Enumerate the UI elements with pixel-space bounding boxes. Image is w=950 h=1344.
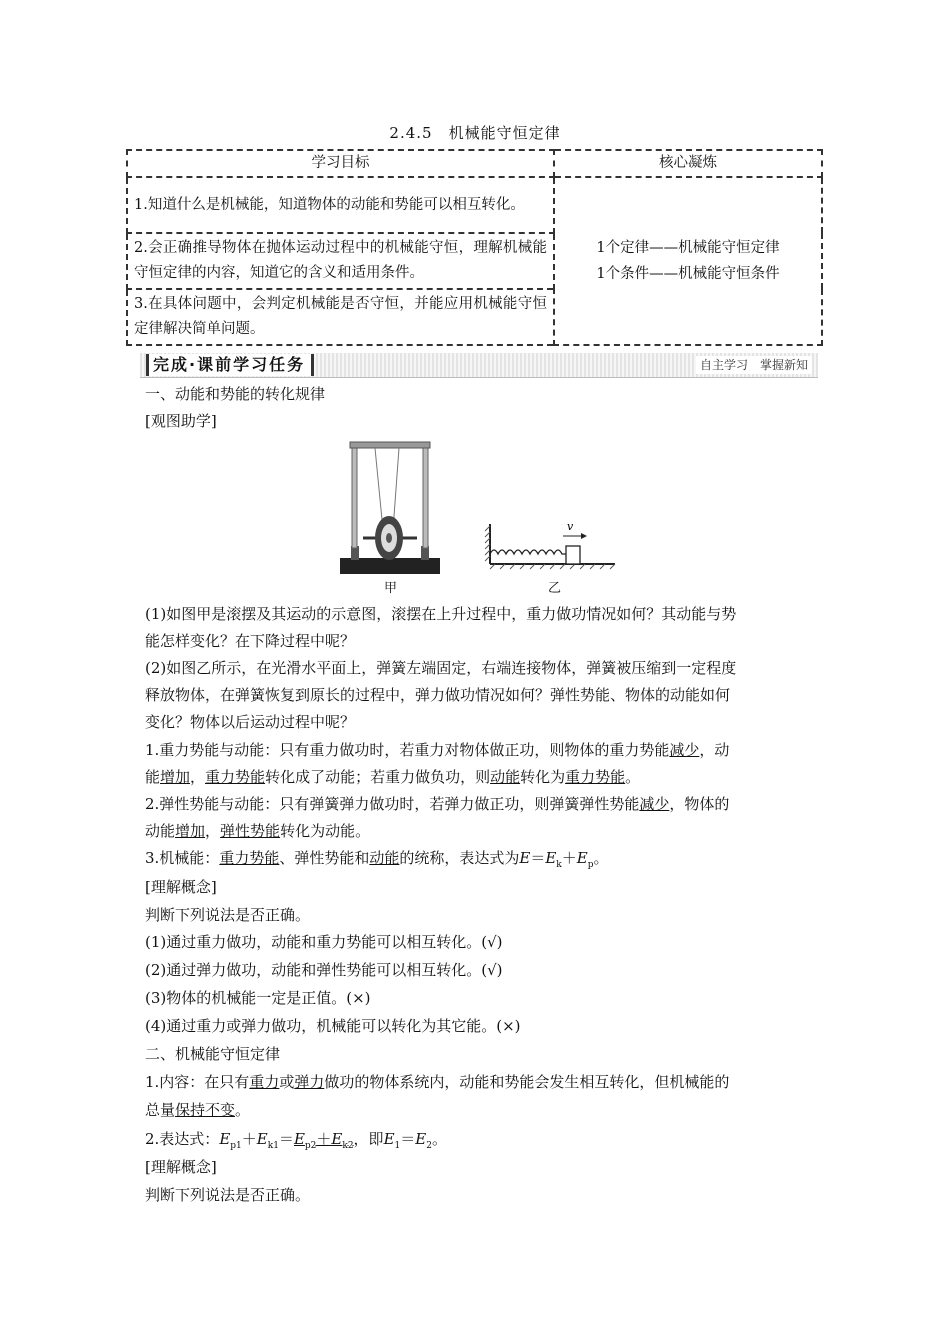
goal-3: 3.在具体问题中，会判定机械能是否守恒，并能应用机械能守恒定律解决简单问题。 bbox=[127, 289, 554, 345]
answer-blank: 重力势能 bbox=[565, 768, 626, 786]
answer-blank: 重力势能 bbox=[219, 849, 280, 867]
answer-blank: 弹力 bbox=[294, 1073, 325, 1091]
pendulum-spring-figure bbox=[335, 438, 625, 598]
spring-block-illustration bbox=[485, 520, 615, 569]
judge-instruction-2: 判断下列说法是否正确。 bbox=[145, 1186, 311, 1204]
banner-title: 完成·课前学习任务 bbox=[146, 354, 314, 376]
answer-blank: 动能 bbox=[369, 849, 400, 867]
section1-heading: 一、动能和势能的转化规律 bbox=[145, 385, 326, 403]
caption-jia: 甲 bbox=[384, 581, 398, 596]
question-1-line-2: 能怎样变化？在下降过程中呢？ bbox=[145, 632, 356, 650]
content-line-2: 总量保持不变。 bbox=[145, 1101, 251, 1119]
answer-blank: 动能 bbox=[490, 768, 521, 786]
answer-blank: 重力势能 bbox=[205, 768, 266, 786]
core-law: 1个定律——机械能守恒定律 bbox=[596, 240, 780, 256]
core-header: 核心凝炼 bbox=[554, 150, 822, 177]
core-condition: 1个条件——机械能守恒条件 bbox=[596, 266, 780, 282]
section-banner bbox=[140, 353, 818, 378]
answer-blank: 减少 bbox=[639, 795, 670, 813]
judge-instruction: 判断下列说法是否正确。 bbox=[145, 906, 311, 924]
answer-blank: 弹性势能 bbox=[220, 822, 281, 840]
lesson-title: 2.4.5 机械能守恒定律 bbox=[389, 124, 561, 142]
question-1-line-1: (1)如图甲是滚摆及其运动的示意图，滚摆在上升过程中，重力做功情况如何？其动能与势 bbox=[145, 605, 737, 623]
maxwell-pendulum-illustration bbox=[340, 442, 440, 574]
section2-heading: 二、机械能守恒定律 bbox=[145, 1045, 281, 1063]
point-2-line-1: 2.弹性势能与动能：只有弹簧弹力做功时，若弹力做正功，则弹簧弹性势能减少，物体的 bbox=[145, 795, 730, 813]
goals-header: 学习目标 bbox=[127, 150, 554, 177]
velocity-label: v bbox=[567, 520, 574, 533]
understand-concept-label-2: [理解概念] bbox=[145, 1158, 217, 1176]
figure-study-label: [观图助学] bbox=[145, 412, 217, 430]
judgement-1: (1)通过重力做功，动能和重力势能可以相互转化。(√) bbox=[145, 933, 503, 951]
question-2-line-3: 变化？物体以后运动过程中呢？ bbox=[145, 713, 356, 731]
judgement-2: (2)通过弹力做功，动能和弹性势能可以相互转化。(√) bbox=[145, 961, 503, 979]
core-summary bbox=[554, 177, 822, 345]
question-2-line-1: (2)如图乙所示，在光滑水平面上，弹簧左端固定，右端连接物体，弹簧被压缩到一定程度 bbox=[145, 659, 737, 677]
answer-blank: 减少 bbox=[669, 741, 700, 759]
point-3: 3.机械能：重力势能、弹性势能和动能的统称，表达式为$E=E_k+E_p$。 bbox=[145, 849, 609, 870]
point-2-line-2: 动能增加，弹性势能转化为动能。 bbox=[145, 822, 371, 840]
expression-line: 2.表达式：$E_{p1}+E_{k1}=E_{p2}+E_{k2}$，即$E_1=E_2$。 bbox=[145, 1130, 447, 1151]
point-1-line-2: 能增加，重力势能转化成了动能；若重力做负功，则动能转化为重力势能。 bbox=[145, 768, 641, 786]
caption-yi: 乙 bbox=[548, 581, 562, 596]
judgement-3: (3)物体的机械能一定是正值。(×) bbox=[145, 989, 371, 1007]
question-2-line-2: 释放物体，在弹簧恢复到原长的过程中，弹力做功情况如何？弹性势能、物体的动能如何 bbox=[145, 686, 731, 704]
content-line-1: 1.内容：在只有重力或弹力做功的物体系统内，动能和势能会发生相互转化，但机械能的 bbox=[145, 1073, 730, 1091]
goals-table bbox=[126, 149, 823, 346]
answer-blank: 增加 bbox=[175, 822, 206, 840]
understand-concept-label: [理解概念] bbox=[145, 878, 217, 896]
judgement-4: (4)通过重力或弹力做功，机械能可以转化为其它能。(×) bbox=[145, 1017, 521, 1035]
goal-1: 1.知道什么是机械能，知道物体的动能和势能可以相互转化。 bbox=[127, 177, 554, 233]
banner-subtitle: 自主学习 掌握新知 bbox=[696, 356, 812, 374]
goal-2: 2.会正确推导物体在抛体运动过程中的机械能守恒，理解机械能守恒定律的内容，知道它的含义和适用条件。 bbox=[127, 233, 554, 289]
answer-blank: 保持不变 bbox=[175, 1101, 236, 1119]
answer-blank: 重力 bbox=[249, 1073, 280, 1091]
answer-blank: 增加 bbox=[160, 768, 191, 786]
point-1-line-1: 1.重力势能与动能：只有重力做功时，若重力对物体做正功，则物体的重力势能减少，动 bbox=[145, 741, 730, 759]
figure-area bbox=[335, 438, 625, 598]
answer-blank: $E_{p2}+E_{k2}$ bbox=[293, 1130, 354, 1151]
